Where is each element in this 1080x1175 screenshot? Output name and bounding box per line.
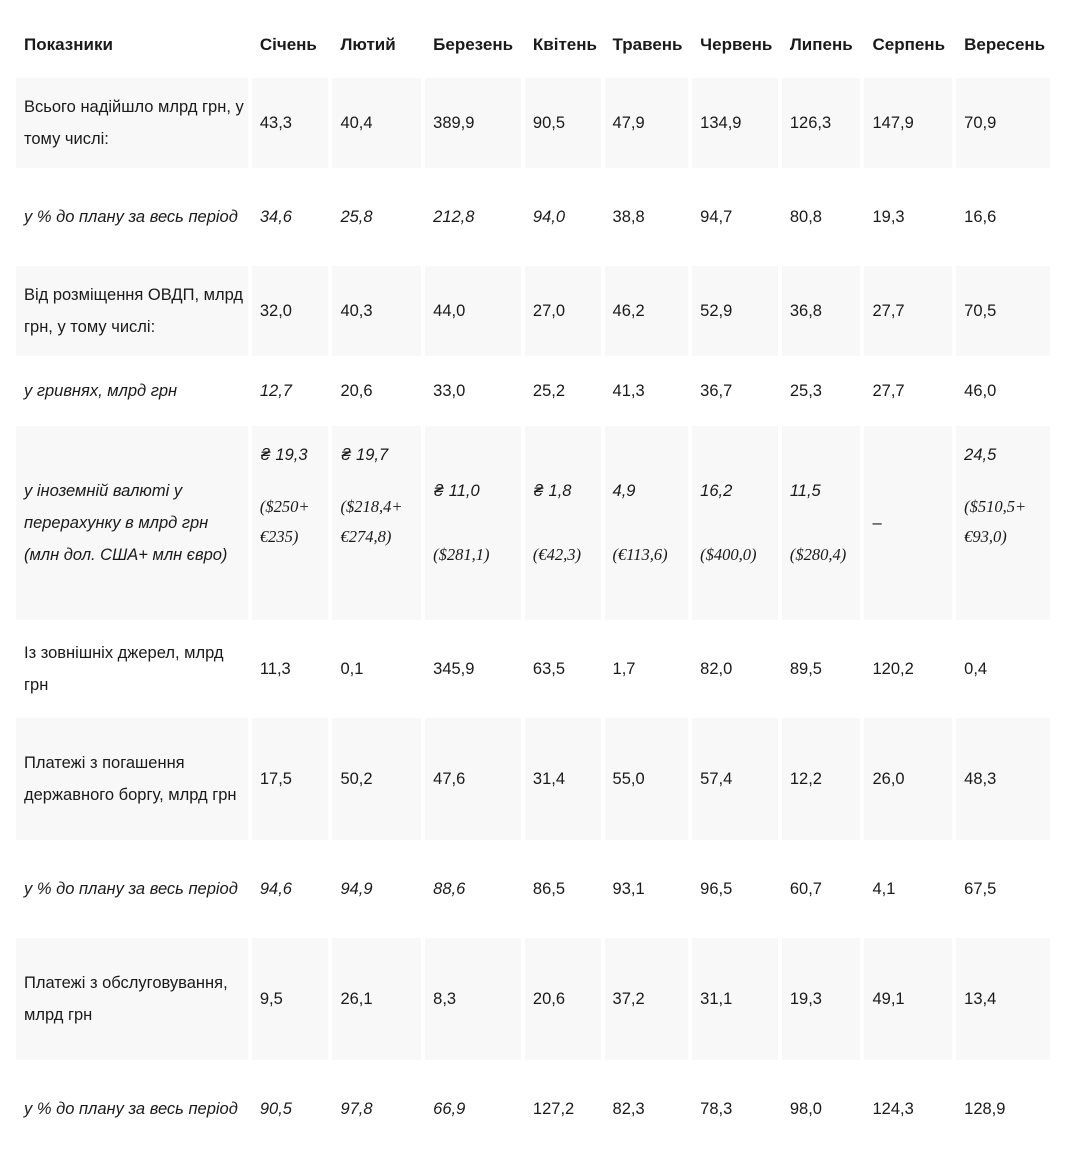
table-cell-fx: [252, 426, 329, 620]
table-cell: 47,9: [605, 78, 689, 168]
table-cell: 47,6: [425, 718, 521, 840]
table-cell: 124,3: [864, 1064, 952, 1154]
header-month: Липень: [782, 16, 861, 74]
table-cell: 67,5: [956, 844, 1050, 934]
fx-detail: ($281,1): [433, 545, 490, 564]
table-cell: 120,2: [864, 624, 952, 714]
table-cell: 25,3: [782, 360, 861, 422]
header-month: Квітень: [525, 16, 601, 74]
table-cell: 57,4: [692, 718, 778, 840]
table-cell: 134,9: [692, 78, 778, 168]
row-label: у гривнях, млрд грн: [16, 360, 248, 422]
table-cell: 12,7: [252, 360, 329, 422]
debt-table: [12, 12, 1054, 1158]
table-cell: 128,9: [956, 1064, 1050, 1154]
table-row: [16, 266, 1050, 356]
table-cell: 50,2: [332, 718, 421, 840]
table-cell: 4,1: [864, 844, 952, 934]
row-label: у % до плану за весь період: [16, 172, 248, 262]
table-cell: 31,1: [692, 938, 778, 1060]
table-cell: 41,3: [605, 360, 689, 422]
table-cell: 63,5: [525, 624, 601, 714]
table-cell-fx: [525, 426, 601, 620]
table-cell: 40,3: [332, 266, 421, 356]
table-cell: 55,0: [605, 718, 689, 840]
fx-detail: ($510,5+ €93,0): [964, 497, 1027, 546]
table-cell: 26,1: [332, 938, 421, 1060]
table-cell: 88,6: [425, 844, 521, 934]
table-cell: 43,3: [252, 78, 329, 168]
table-cell: 49,1: [864, 938, 952, 1060]
header-month: Серпень: [864, 16, 952, 74]
table-cell: 94,0: [525, 172, 601, 262]
row-label: у % до плану за весь період: [16, 844, 248, 934]
table-row: [16, 718, 1050, 840]
table-cell: 94,6: [252, 844, 329, 934]
header-month: Травень: [605, 16, 689, 74]
table-cell: 13,4: [956, 938, 1050, 1060]
table-cell: 33,0: [425, 360, 521, 422]
table-cell: 19,3: [782, 938, 861, 1060]
table-row: [16, 938, 1050, 1060]
table-cell: 44,0: [425, 266, 521, 356]
fx-amount: ₴ 11,0: [433, 482, 480, 500]
header-indicator: Показники: [16, 16, 248, 74]
table-cell: 46,2: [605, 266, 689, 356]
fx-amount: 4,9: [612, 482, 636, 500]
fx-amount: –: [872, 514, 882, 532]
table-cell-fx: [782, 426, 861, 620]
table-cell: 70,9: [956, 78, 1050, 168]
table-cell: 16,6: [956, 172, 1050, 262]
table-cell: 27,0: [525, 266, 601, 356]
table-cell: 1,7: [605, 624, 689, 714]
table-cell: 25,2: [525, 360, 601, 422]
fx-detail: ($400,0): [700, 545, 757, 564]
table-cell-fx: [332, 426, 421, 620]
table-cell: 40,4: [332, 78, 421, 168]
table-cell: 80,8: [782, 172, 861, 262]
table-cell: 93,1: [605, 844, 689, 934]
table-cell: 89,5: [782, 624, 861, 714]
table-cell: 25,8: [332, 172, 421, 262]
table-cell: 94,7: [692, 172, 778, 262]
table-cell-fx: [956, 426, 1050, 620]
table-cell: 96,5: [692, 844, 778, 934]
table-cell: 17,5: [252, 718, 329, 840]
header-month: Червень: [692, 16, 778, 74]
table-cell: 70,5: [956, 266, 1050, 356]
row-label: у іноземній валюті у перерахунку в млрд грн (млн дол. США+ млн євро): [16, 426, 248, 620]
row-label: Всього надійшло млрд грн, у тому числі:: [16, 78, 248, 168]
table-cell: 19,3: [864, 172, 952, 262]
fx-amount: 11,5: [789, 482, 821, 500]
table-cell: 12,2: [782, 718, 861, 840]
table-cell: 82,3: [605, 1064, 689, 1154]
row-label: Платежі з обслуговування, млрд грн: [16, 938, 248, 1060]
table-cell: 60,7: [782, 844, 861, 934]
table-cell: 27,7: [864, 266, 952, 356]
table-row: [16, 360, 1050, 422]
table-cell: 345,9: [425, 624, 521, 714]
table-cell: 90,5: [252, 1064, 329, 1154]
table-cell: 126,3: [782, 78, 861, 168]
table-cell: 78,3: [692, 1064, 778, 1154]
row-label: Платежі з погашення державного боргу, млрд грн: [16, 718, 248, 840]
table-row: [16, 172, 1050, 262]
header-month: Лютий: [332, 16, 421, 74]
table-cell: 66,9: [425, 1064, 521, 1154]
header-month: Вересень: [956, 16, 1050, 74]
table-cell: 48,3: [956, 718, 1050, 840]
fx-detail: ($218,4+ €274,8): [340, 497, 403, 546]
table-row: [16, 1064, 1050, 1154]
row-label: у % до плану за весь період: [16, 1064, 248, 1154]
table-cell: 389,9: [425, 78, 521, 168]
row-label: Від розміщення ОВДП, млрд грн, у тому числі:: [16, 266, 248, 356]
table-cell: 0,1: [332, 624, 421, 714]
table-cell: 20,6: [332, 360, 421, 422]
table-cell: 86,5: [525, 844, 601, 934]
table-cell: 32,0: [252, 266, 329, 356]
fx-amount: ₴ 19,3: [259, 446, 308, 464]
row-label: Із зовнішніх джерел, млрд грн: [16, 624, 248, 714]
table-cell: 52,9: [692, 266, 778, 356]
table-body: [16, 78, 1050, 1154]
table-cell: 37,2: [605, 938, 689, 1060]
fx-amount: ₴ 19,7: [340, 446, 389, 464]
fx-detail: (€113,6): [612, 545, 668, 564]
table-cell-fx: [864, 426, 952, 620]
header-month: Березень: [425, 16, 521, 74]
table-cell: 0,4: [956, 624, 1050, 714]
fx-amount: 16,2: [700, 482, 733, 500]
table-cell: 26,0: [864, 718, 952, 840]
table-cell: 127,2: [525, 1064, 601, 1154]
table-cell: 34,6: [252, 172, 329, 262]
fx-detail: ($250+ €235): [259, 497, 310, 546]
fx-amount: ₴ 1,8: [532, 482, 572, 500]
table-cell: 27,7: [864, 360, 952, 422]
table-row: [16, 844, 1050, 934]
table-cell: 8,3: [425, 938, 521, 1060]
table-cell: 94,9: [332, 844, 421, 934]
table-cell-fx: [425, 426, 521, 620]
table-cell: 46,0: [956, 360, 1050, 422]
table-cell: 36,7: [692, 360, 778, 422]
table-cell: 212,8: [425, 172, 521, 262]
fx-detail: (€42,3): [532, 545, 582, 564]
table-cell: 90,5: [525, 78, 601, 168]
table-cell: 98,0: [782, 1064, 861, 1154]
table-row: [16, 78, 1050, 168]
table-row: [16, 624, 1050, 714]
table-cell: 20,6: [525, 938, 601, 1060]
table-cell: 97,8: [332, 1064, 421, 1154]
header-month: Січень: [252, 16, 329, 74]
table-cell: 31,4: [525, 718, 601, 840]
fx-amount: 24,5: [964, 446, 997, 464]
table-cell: 36,8: [782, 266, 861, 356]
table-cell-fx: [605, 426, 689, 620]
table-row-fx: [16, 426, 1050, 620]
fx-detail: ($280,4): [789, 545, 847, 564]
table-cell: 11,3: [252, 624, 329, 714]
table-cell-fx: [692, 426, 778, 620]
table-cell: 147,9: [864, 78, 952, 168]
table-cell: 9,5: [252, 938, 329, 1060]
table-cell: 82,0: [692, 624, 778, 714]
header-row: [16, 16, 1050, 74]
table-cell: 38,8: [605, 172, 689, 262]
